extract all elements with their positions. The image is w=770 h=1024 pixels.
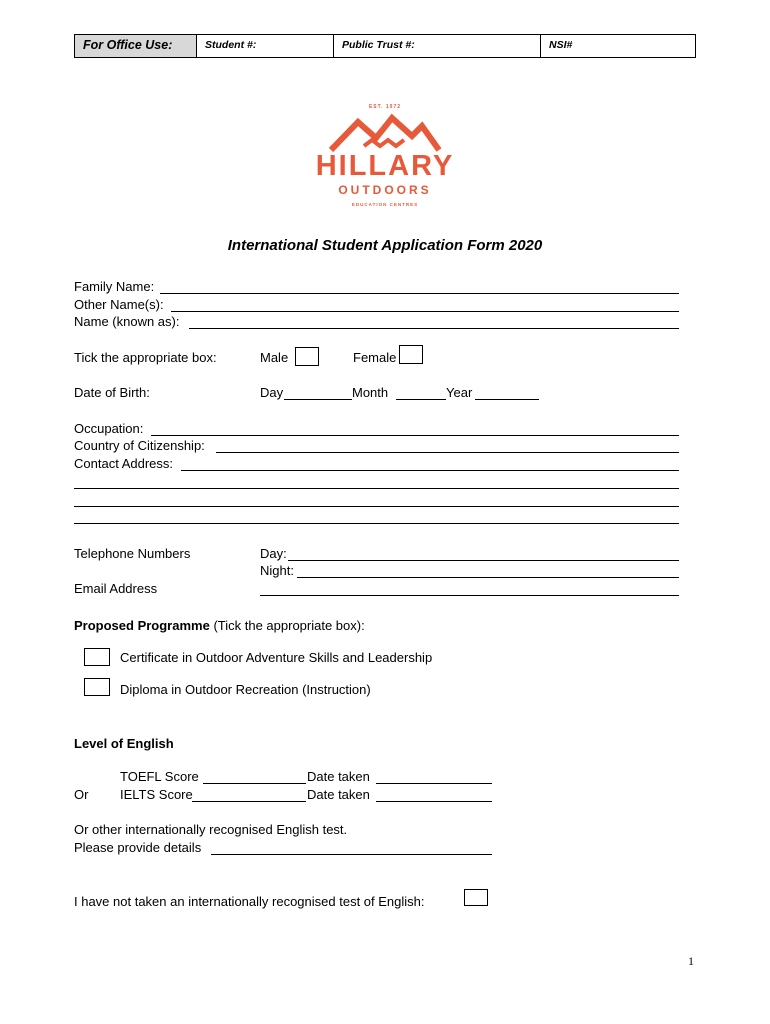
- other-names-input[interactable]: [171, 311, 679, 312]
- tel-night-label: Night:: [260, 563, 294, 578]
- public-trust-cell[interactable]: Public Trust #:: [334, 35, 541, 57]
- male-checkbox[interactable]: [295, 347, 319, 366]
- tel-night-input[interactable]: [297, 577, 679, 578]
- ielts-date-input[interactable]: [376, 801, 492, 802]
- dob-year-input[interactable]: [475, 399, 539, 400]
- dob-label: Date of Birth:: [74, 385, 150, 400]
- toefl-label: TOEFL Score: [120, 769, 199, 784]
- dob-day-input[interactable]: [284, 399, 352, 400]
- tel-day-input[interactable]: [288, 560, 679, 561]
- programme-diploma-checkbox[interactable]: [84, 678, 110, 696]
- contact-address-label: Contact Address:: [74, 456, 173, 471]
- dob-day-label: Day: [260, 385, 284, 400]
- occupation-label: Occupation:: [74, 421, 144, 436]
- programme-instruction: (Tick the appropriate box):: [213, 618, 365, 633]
- contact-address-line-3[interactable]: [74, 506, 679, 507]
- logo-est: EST. 1972: [368, 104, 402, 110]
- dob-year-label: Year: [446, 385, 473, 400]
- dob-month-input[interactable]: [396, 399, 446, 400]
- other-test-line-2: Please provide details: [74, 840, 202, 855]
- office-use-table: [74, 34, 696, 58]
- form-title: International Student Application Form 2020: [227, 237, 543, 254]
- other-names-label: Other Name(s):: [74, 297, 164, 312]
- ielts-date-label: Date taken: [307, 787, 370, 802]
- contact-address-line-4[interactable]: [74, 523, 679, 524]
- family-name-input[interactable]: [160, 293, 679, 294]
- programme-certificate-checkbox[interactable]: [84, 648, 110, 666]
- occupation-input[interactable]: [151, 435, 679, 436]
- email-input[interactable]: [260, 595, 679, 596]
- male-label: Male: [260, 350, 289, 365]
- logo-tagline: EDUCATION CENTRES: [351, 202, 419, 207]
- programme-diploma-label: Diploma in Outdoor Recreation (Instruction): [120, 682, 371, 697]
- not-taken-checkbox[interactable]: [464, 889, 488, 906]
- female-label: Female: [353, 350, 397, 365]
- not-taken-label: I have not taken an internationally recognised test of English:: [74, 894, 425, 909]
- other-test-details-input[interactable]: [211, 854, 492, 855]
- known-as-input[interactable]: [189, 328, 679, 329]
- logo-subtitle: OUTDOORS: [338, 183, 432, 197]
- email-label: Email Address: [74, 581, 158, 596]
- other-test-line-1: Or other internationally recognised English test.: [74, 822, 348, 837]
- programme-heading: Proposed Programme: [74, 618, 210, 633]
- programme-heading-row: [74, 618, 365, 634]
- toefl-date-label: Date taken: [307, 769, 370, 784]
- or-label: Or: [74, 787, 89, 802]
- telephone-label: Telephone Numbers: [74, 546, 191, 561]
- toefl-date-input[interactable]: [376, 783, 492, 784]
- page-number: 1: [688, 954, 694, 968]
- nsi-cell[interactable]: NSI#: [549, 39, 573, 51]
- contact-address-line-2[interactable]: [74, 488, 679, 489]
- tick-box-label: Tick the appropriate box:: [74, 350, 217, 365]
- family-name-label: Family Name:: [74, 279, 155, 294]
- dob-month-label: Month: [352, 385, 389, 400]
- student-number-cell[interactable]: Student #:: [197, 35, 334, 57]
- citizenship-input[interactable]: [216, 452, 679, 453]
- hillary-outdoors-logo: [300, 104, 470, 212]
- female-checkbox[interactable]: [399, 345, 423, 364]
- programme-certificate-label: Certificate in Outdoor Adventure Skills and Leadership: [120, 650, 433, 665]
- ielts-score-input[interactable]: [192, 801, 306, 802]
- known-as-label: Name (known as):: [74, 314, 180, 329]
- office-use-label: For Office Use:: [75, 35, 197, 57]
- ielts-label: IELTS Score: [120, 787, 193, 802]
- mountain-icon: [328, 112, 442, 152]
- tel-day-label: Day:: [260, 546, 287, 561]
- toefl-score-input[interactable]: [203, 783, 306, 784]
- citizenship-label: Country of Citizenship:: [74, 438, 205, 453]
- logo-title: HILLARY: [315, 150, 455, 182]
- contact-address-input[interactable]: [181, 470, 679, 471]
- english-heading: Level of English: [74, 736, 174, 751]
